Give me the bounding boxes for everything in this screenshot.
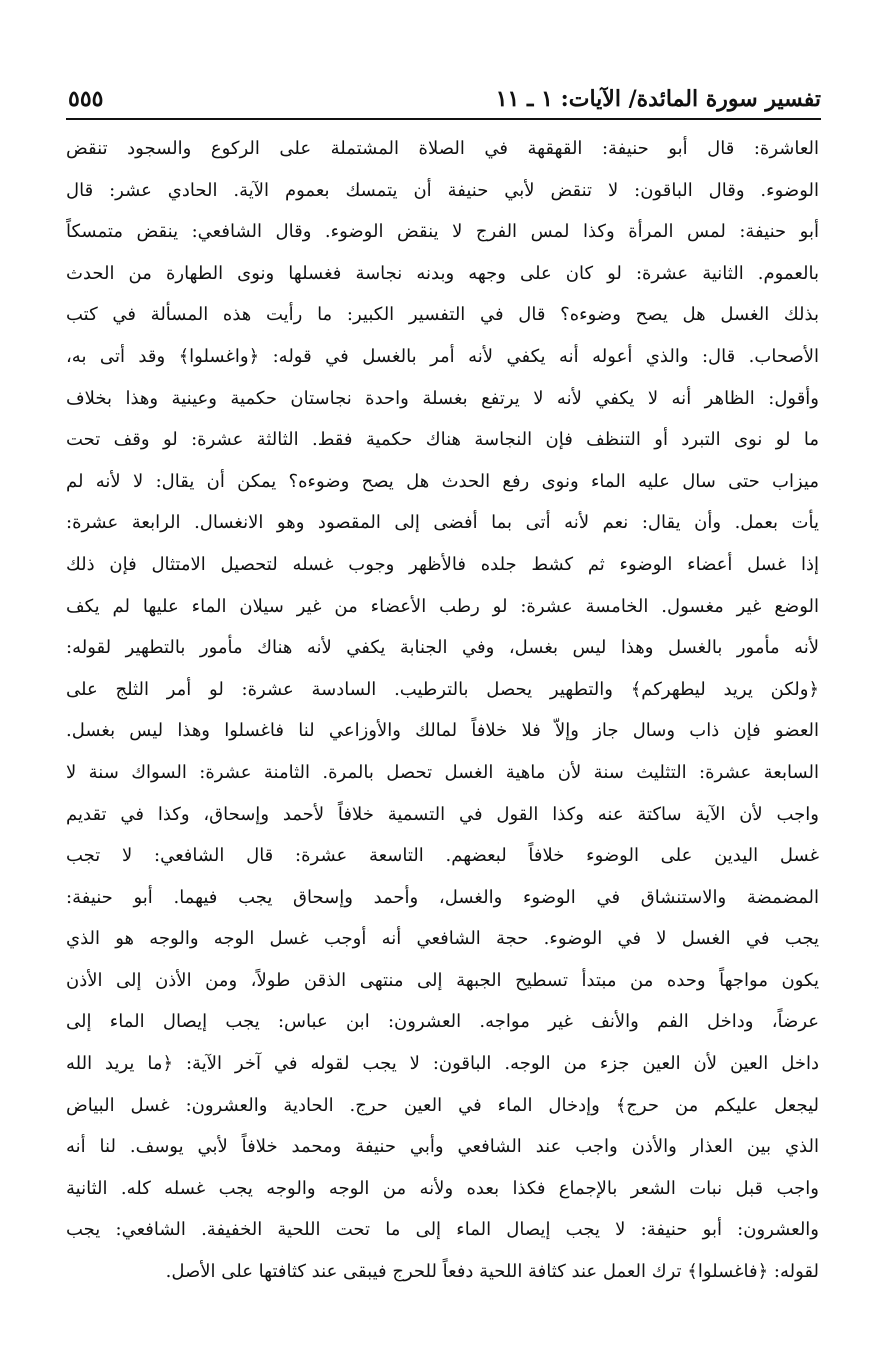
- page-number: ٥٥٥: [68, 86, 104, 112]
- text-line: داخل العين لأن العين جزء من الوجه. الباقون: لا يجب لقوله في آخر الآية: ﴿ما يريد الله: [66, 1053, 819, 1075]
- text-line: عرضاً، وداخل الفم والأنف غير مواجه. العشرون: ابن عباس: يجب إيصال الماء إلى: [66, 1011, 819, 1033]
- text-line: لقوله: ﴿فاغسلوا﴾ ترك العمل عند كثافة اللحية دفعاً للحرج فيبقى عند كثافتها على الأصل.: [165, 1261, 819, 1283]
- text-line: السابعة عشرة: التثليث سنة لأن ماهية الغسل تحصل بالمرة. الثامنة عشرة: السواك سنة لا: [66, 761, 819, 783]
- text-line: إذا غسل أعضاء الوضوء ثم كشط جلده فالأظهر وجوب غسله لتحصيل الامتثال فإن ذلك: [66, 553, 819, 575]
- body-text: [66, 128, 819, 1293]
- text-line: يأت بعمل. وأن يقال: نعم لأنه أتى بما أفضى إلى المقصود وهو الانغسال. الرابعة عشرة:: [66, 512, 819, 534]
- text-line: ما لو نوى التبرد أو التنظف فإن النجاسة هناك حكمية فقط. الثالثة عشرة: لو وقف تحت: [66, 429, 819, 451]
- text-line: واجب لأن الآية ساكتة عنه وكذا القول في التسمية خلافاً لأحمد وإسحاق، وكذا في تقديم: [66, 803, 819, 825]
- text-line: بالعموم. الثانية عشرة: لو كان على وجهه وبدنه نجاسة فغسلها ونوى الطهارة من الحدث: [66, 262, 819, 284]
- text-line: الوضوء. وقال الباقون: لا تنقض لأبي حنيفة أن يتمسك بعموم الآية. الحادي عشر: قال: [66, 179, 819, 201]
- text-line: ﴿ولكن يريد ليطهركم﴾ والتطهير يحصل بالترطيب. السادسة عشرة: لو أمر الثلج على: [66, 678, 819, 700]
- text-line: وأقول: الظاهر أنه لا يكفي لأنه لا يرتفع بغسلة واحدة نجاستان حكمية وعينية وهذا بخلاف: [66, 387, 819, 409]
- text-line: واجب قبل نبات الشعر بالإجماع فكذا بعده ولأنه من الوجه والوجه يجب غسله كله. الثانية: [66, 1177, 819, 1199]
- text-line: يكون مواجهاً وحده من مبتدأ تسطيح الجبهة إلى منتهى الذقن طولاً، ومن الأذن إلى الأذن: [66, 969, 819, 991]
- text-line: المضمضة والاستنشاق في الوضوء والغسل، وأحمد وإسحاق يجب فيهما. أبو حنيفة:: [66, 886, 819, 908]
- text-line: يجب في الغسل لا في الوضوء. حجة الشافعي أنه أوجب غسل الوجه والوجه هو الذي: [66, 928, 819, 950]
- text-line: الأصحاب. قال: والذي أعوله أنه يكفي لأنه أمر بالغسل في قوله: ﴿واغسلوا﴾ وقد أتى به،: [66, 345, 819, 367]
- text-line: لأنه مأمور بالغسل وهذا ليس بغسل، وفي الجنابة يكفي لأنه هناك مأمور بالتطهير لقوله:: [66, 637, 819, 659]
- text-line: أبو حنيفة: لمس المرأة وكذا لمس الفرج لا ينقض الوضوء. وقال الشافعي: ينقض متمسكاً: [66, 221, 819, 243]
- text-line: بذلك الغسل هل يصح وضوءه؟ قال في التفسير الكبير: ما رأيت هذه المسألة في كتب: [66, 304, 819, 326]
- text-line: الوضع غير مغسول. الخامسة عشرة: لو رطب الأعضاء من غير سيلان الماء عليها لم يكف: [66, 595, 819, 617]
- text-line: العاشرة: قال أبو حنيفة: القهقهة في الصلاة المشتملة على الركوع والسجود تنقض: [66, 138, 819, 159]
- page-header: [68, 72, 821, 112]
- text-line: ليجعل عليكم من حرج﴾ وإدخال الماء في العين حرج. الحادية والعشرون: غسل البياض: [66, 1094, 819, 1116]
- text-line: والعشرون: أبو حنيفة: لا يجب إيصال الماء إلى ما تحت اللحية الخفيفة. الشافعي: يجب: [66, 1219, 819, 1241]
- text-line: العضو فإن ذاب وسال جاز وإلاّ فلا خلافاً لمالك والأوزاعي لنا فاغسلوا وهذا ليس بغسل.: [66, 720, 819, 742]
- text-line: ميزاب حتى سال عليه الماء ونوى رفع الحدث هل يصح وضوءه؟ يمكن أن يقال: لا لأنه لم: [66, 470, 819, 492]
- text-line: الذي بين العذار والأذن واجب عند الشافعي وأبي حنيفة ومحمد خلافاً لأبي يوسف. لنا أنه: [66, 1136, 819, 1158]
- header-rule: [66, 118, 821, 120]
- running-title: تفسير سورة المائدة/ الآيات: ١ ـ ١١: [495, 86, 821, 112]
- text-line: غسل اليدين على الوضوء خلافاً لبعضهم. التاسعة عشرة: قال الشافعي: لا تجب: [66, 845, 819, 867]
